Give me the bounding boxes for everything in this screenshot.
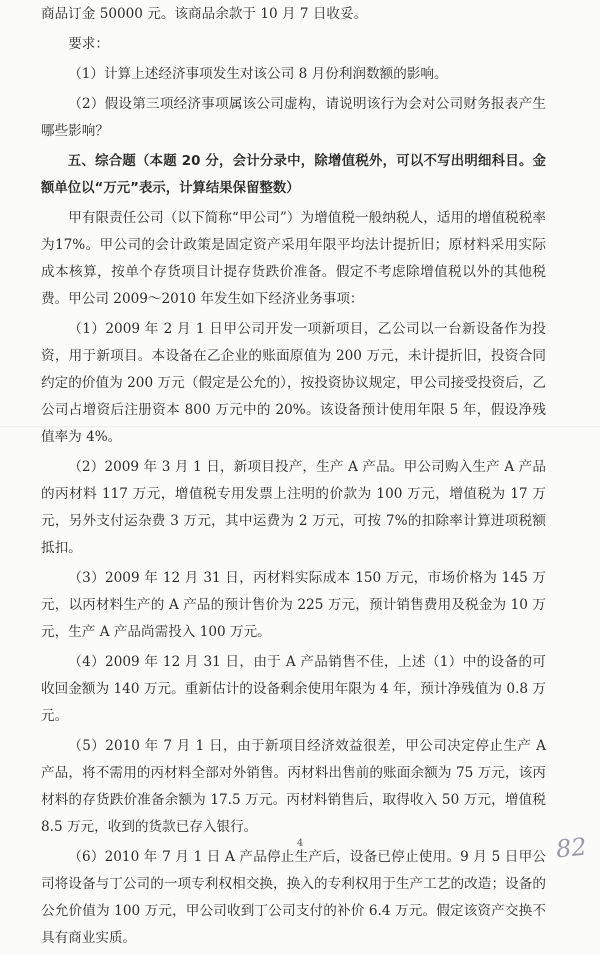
section-five-heading: 五、综合题（本题 20 分，会计分录中，除增值税外，可以不写出明细科目。金额单位以“万元”表示，计算结果保留整数） [41,154,546,196]
requirement-2: （2）假设第三项经济事项属该公司虚构，请说明该行为会对公司财务报表产生哪些影响？ [41,96,546,139]
item-3: （3）2009 年 12 月 31 日，丙材料实际成本 150 万元，市场价格为 145 万元，以丙材料生产的 A 产品的预计售价为 225 万元，预计销售费用及税金为 10 万元，生产 A 产品尚需投入 100 万元。 [41,570,546,640]
item-4: （4）2009 年 12 月 31 日，由于 A 产品销售不佳，上述（1）中的设备的可收回金额为 140 万元。重新估计的设备剩余使用年限为 4 年，预计净残值为 0.8 万元。 [41,654,546,724]
page-number: 4 [296,838,304,849]
item-1: （1）2009 年 2 月 1 日甲公司开发一项新项目，乙公司以一台新设备作为投资，用于新项目。本设备在乙企业的账面原值为 200 万元，未计提折旧，投资合同约定的价值为 200 万元（假定是公允的），按投资协议规定，甲公司接受投资后，乙公司占增资后注册资本 800 万元中的 20%。该设备预计使用年限 5 年，假设净残值率为 4%。 [41,321,546,445]
requirements-heading: 要求： [68,36,109,52]
requirement-1: （1）计算上述经济事项发生对该公司 8 月份利润数额的影响。 [68,66,448,82]
handwritten-number: 82 [554,832,588,864]
company-background: 甲有限责任公司（以下简称“甲公司”）为增值税一般纳税人，适用的增值税税率为17%。甲公司的会计政策是固定资产采用年限平均法计提折旧；原材料采用实际成本核算，按单个存货项目计提存货跌价准备。假定不考虑除增值税以外的其他税费。甲公司 2009～2010 年发生如下经济业务事项： [41,210,546,307]
document-page [41,1,546,955]
item-6: （6）2010 年 7 月 1 日 A 产品停止生产后，设备已停止使用。9 月 5 日甲公司将设备与丁公司的一项专利权相交换，换入的专利权用于生产工艺的改造；设备的公允价值为 100 万元，甲公司收到丁公司支付的补价 6.4 万元。假定该资产交换不具有商业实质。 [41,849,546,946]
item-2: （2）2009 年 3 月 1 日，新项目投产，生产 A 产品。甲公司购入生产 A 产品的丙材料 117 万元，增值税专用发票上注明的价款为 100 万元，增值税为 17 万元，另外支付运杂费 3 万元，其中运费为 2 万元，可按 7%的扣除率计算进项税额抵扣。 [41,459,546,556]
item-5: （5）2010 年 7 月 1 日，由于新项目经济效益很差，甲公司决定停止生产 A 产品，将不需用的丙材料全部对外销售。丙材料出售前的账面余额为 75 万元，该丙材料的存货跌价准备余额为 17.5 万元。丙材料销售后，取得收入 50 万元，增值税 8.5 万元，收到的货款已存入银行。 [41,738,546,835]
paragraph-continuation: 商品订金 50000 元。该商品余款于 10 月 7 日收妥。 [41,6,368,22]
